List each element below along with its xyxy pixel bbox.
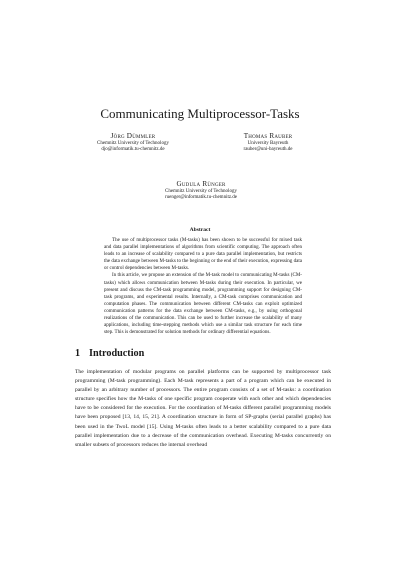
section-number: 1 — [75, 348, 81, 359]
author-email: ruenger@informatik.tu-chemnitz.de — [164, 195, 238, 201]
section-heading — [75, 348, 335, 360]
author-affiliation: University Bayreuth — [247, 141, 289, 146]
author-block-1 — [58, 132, 208, 153]
author-email: djo@informatik.tu-chemnitz.de — [101, 147, 165, 153]
author-block-3 — [126, 180, 276, 201]
body-paragraph: The implementation of modular programs on parallel platforms can be supported by multiprocessor task programming (M-task programming). Each M-task represents a part of a program which can be executed in parallel by an arbitrary number of processors. The entire program consists of a set of M-tasks: a coordination structure specifies how the M-tasks of one specific program cooperate with each other and which dependencies have to be considered for the execution. For the coordination of M-tasks different parallel programming models have been proposed [13, 14, 15, 21]. A coordination structure in form of SP-graphs (serial parallel graphs) has been used in the TwoL model [15]. Using M-tasks often leads to a better scalability compared to a pure data parallel implementation due to a decrease of the communication overhead. Executing M-tasks concurrently on smaller subsets of processors reduces the internal overhead — [75, 369, 331, 448]
introduction-body — [75, 368, 331, 450]
author-block-2 — [193, 132, 343, 153]
author-email: rauber@uni-bayreuth.de — [243, 147, 293, 153]
section-title: Introduction — [89, 348, 145, 359]
author-name: Jörg Dümmler — [110, 132, 156, 140]
abstract-heading: Abstract — [189, 227, 211, 233]
abstract — [104, 237, 302, 336]
author-affiliation: Chemnitz University of Technology — [165, 189, 237, 194]
author-name: Gudula Rünger — [176, 180, 226, 188]
paper-title: Communicating Multiprocessor-Tasks — [100, 106, 300, 121]
author-affiliation: Chemnitz University of Technology — [97, 141, 169, 146]
abstract-paragraph: The use of multiprocessor tasks (M-tasks) has been shown to be successful for mixed task and data parallel implementations of algorithms from scientific computing. The approach often leads to an increase of scalability compared to a pure data parallel implementation, but restricts the data exchange between M-tasks to the beginning or the end of their execution, expressing data or control dependencies between M-tasks. — [104, 237, 302, 272]
abstract-paragraph: In this article, we propose an extension of the M-task model to communicating M-tasks (CM-tasks) which allows communication between M-tasks during their execution. In particular, we present and discuss the CM-task programming model, programming support for designing CM-task programs, and experimental results. Internally, a CM-task comprises communication and computation phases. The communication between different CM-tasks can exploit optimized communication patterns for the data exchange between CM-tasks, e.g., by using orthogonal realizations of the communication. This can be used to further increase the scalability of many applications, including time-stepping methods which use a similar task structure for each time step. This is demonstrated for solution methods for ordinary differential equations. — [104, 272, 302, 336]
author-name: Thomas Rauber — [243, 132, 293, 140]
